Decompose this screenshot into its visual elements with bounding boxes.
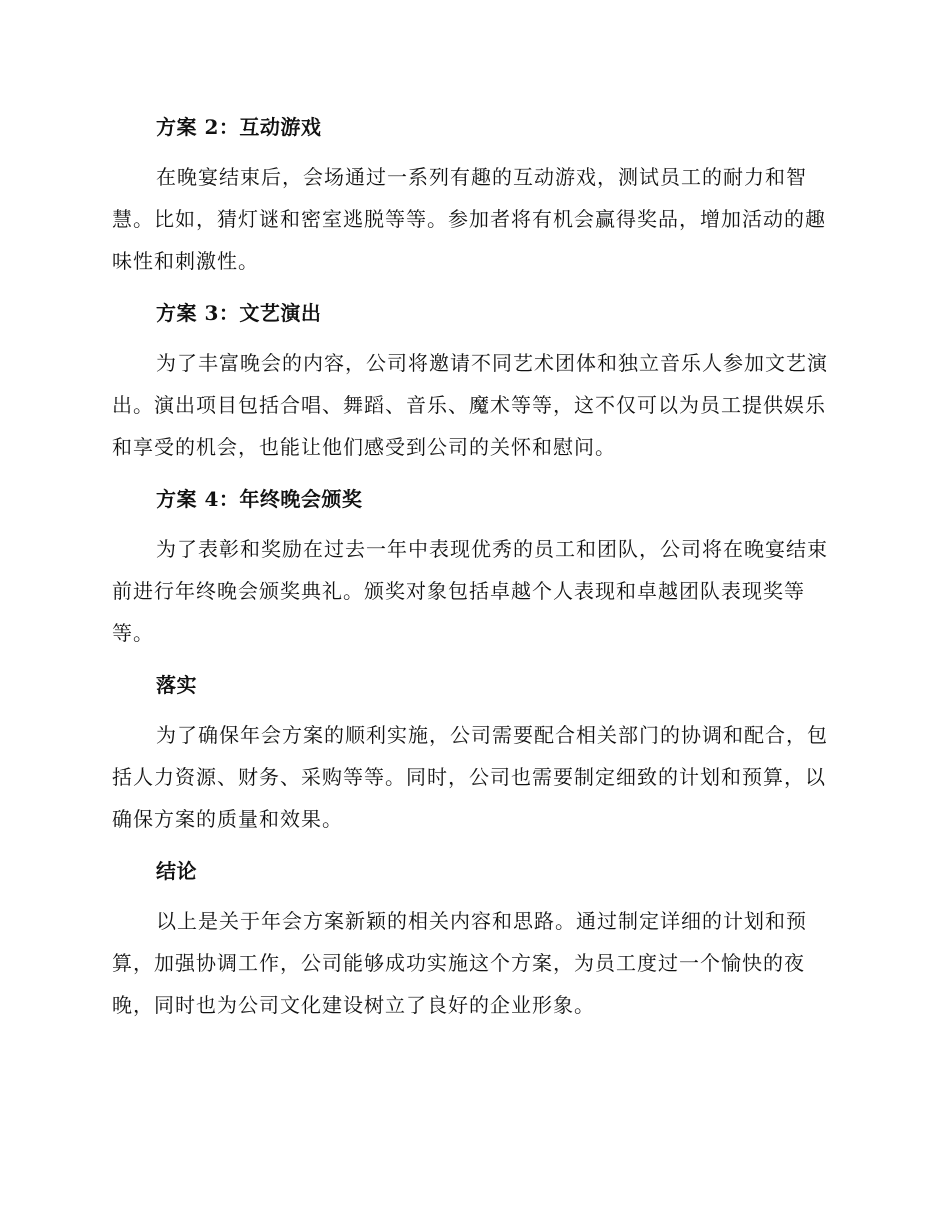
section-heading-plan-4: 方案 4：年终晚会颁奖 [156,487,363,511]
section-heading-plan-2: 方案 2：互动游戏 [156,115,322,139]
section-paragraph-conclusion: 以上是关于年会方案新颖的相关内容和思路。通过制定详细的计划和预算，加强协调工作，公司能够成功实施这个方案，为员工度过一个愉快的夜晚，同时也为公司文化建设树立了良好的企业形象。 [112,909,807,1017]
section-heading-implementation: 落实 [156,673,197,697]
section-paragraph-plan-3: 为了丰富晚会的内容，公司将邀请不同艺术团体和独立音乐人参加文艺演出。演出项目包括合唱、舞蹈、音乐、魔术等等，这不仅可以为员工提供娱乐和享受的机会，也能让他们感受到公司的关怀和慰问。 [112,351,828,459]
section-paragraph-plan-4: 为了表彰和奖励在过去一年中表现优秀的员工和团队，公司将在晚宴结束前进行年终晚会颁奖典礼。颁奖对象包括卓越个人表现和卓越团队表现奖等等。 [112,537,828,645]
document-body [112,108,834,1038]
section-heading-conclusion: 结论 [156,859,197,883]
section-paragraph-implementation: 为了确保年会方案的顺利实施，公司需要配合相关部门的协调和配合，包括人力资源、财务、采购等等。同时，公司也需要制定细致的计划和预算，以确保方案的质量和效果。 [112,723,828,831]
section-heading-plan-3: 方案 3：文艺演出 [156,301,322,325]
section-paragraph-plan-2: 在晚宴结束后，会场通过一系列有趣的互动游戏，测试员工的耐力和智慧。比如，猜灯谜和密室逃脱等等。参加者将有机会赢得奖品，增加活动的趣味性和刺激性。 [112,165,826,273]
